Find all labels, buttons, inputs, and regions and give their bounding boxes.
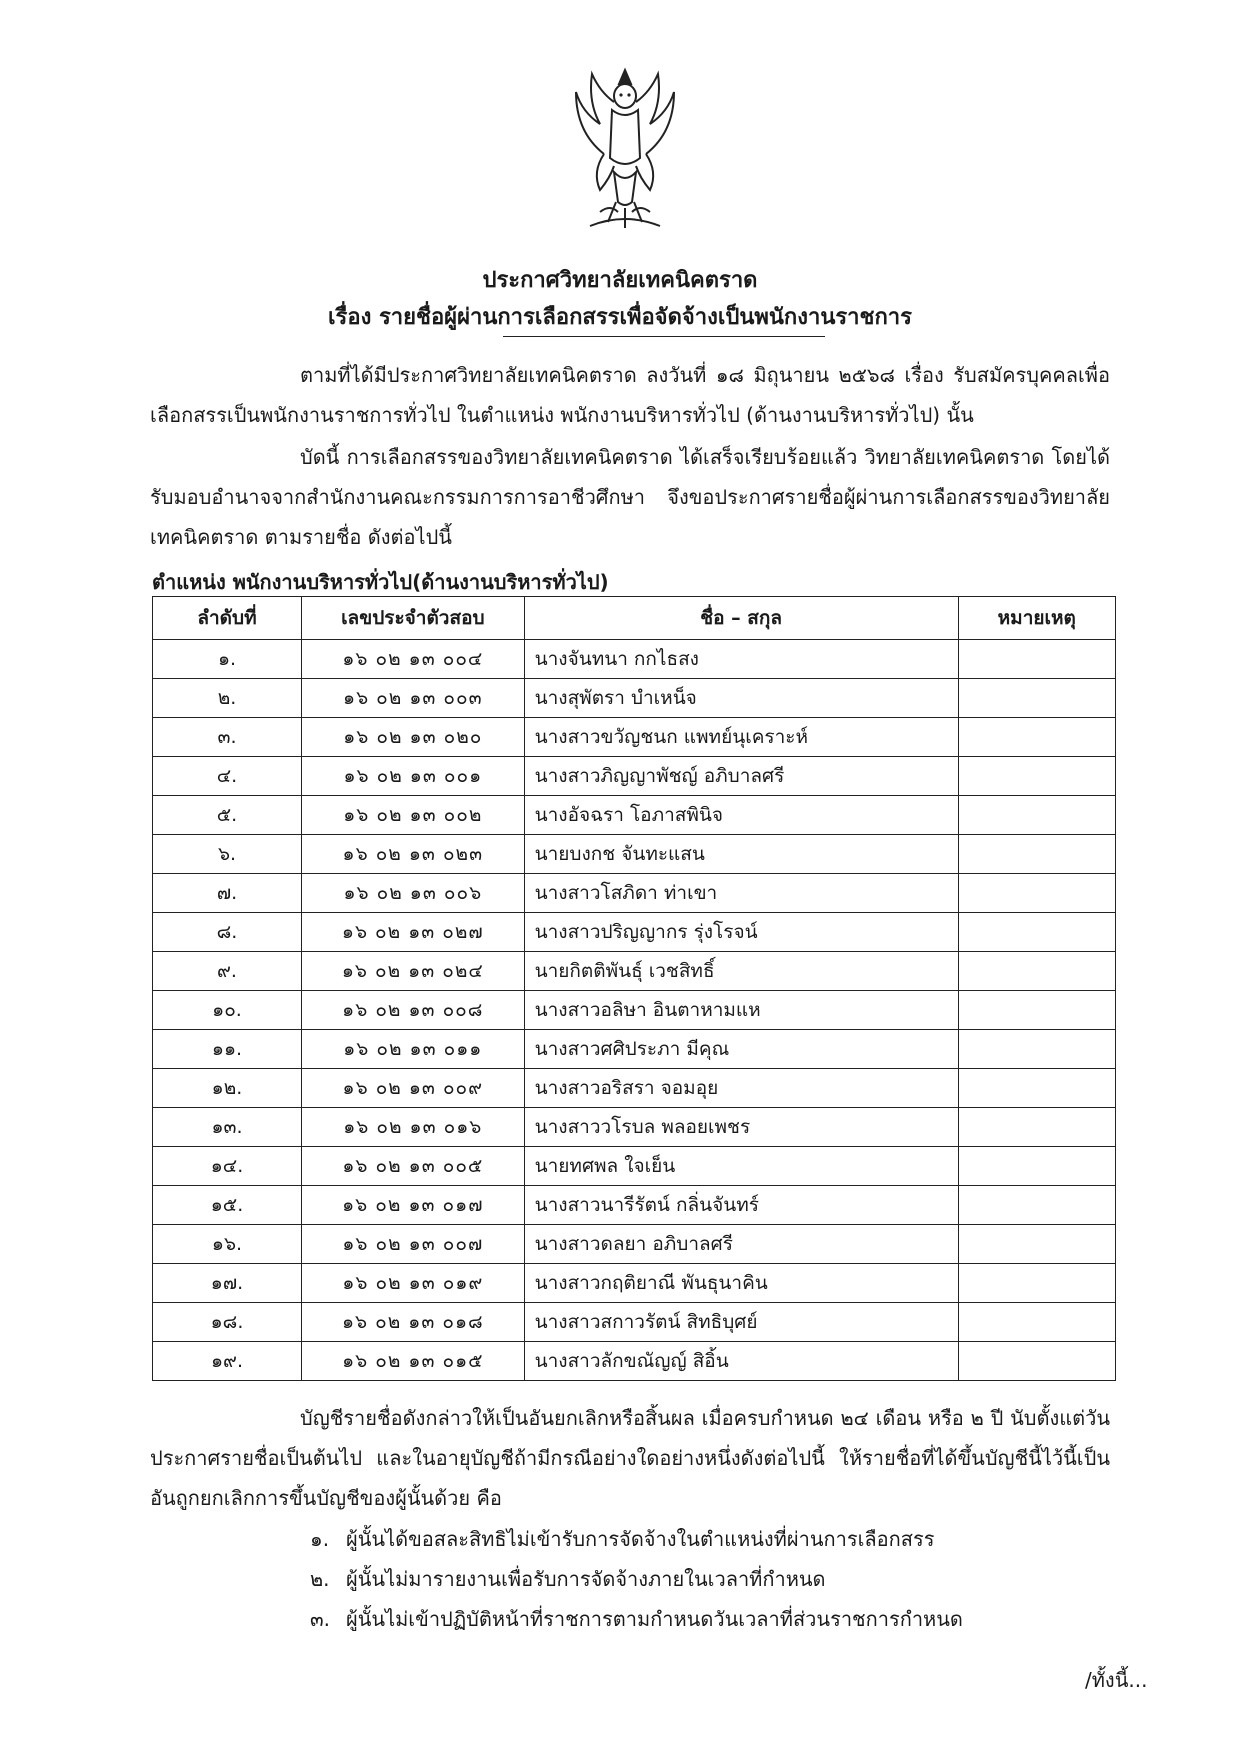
cell-no: ๓. [153,718,302,757]
cell-exam-id: ๑๖ ๐๒ ๑๓ ๐๐๖ [301,874,524,913]
table-row [153,1069,1116,1108]
table-row [153,952,1116,991]
cell-name: นางสาววโรบล พลอยเพชร [524,1108,958,1147]
cell-name: นายกิตติพันธุ์ เวชสิทธิ์ [524,952,958,991]
header-name: ชื่อ – สกุล [524,597,958,640]
garuda-emblem-icon [570,62,680,237]
cell-exam-id: ๑๖ ๐๒ ๑๓ ๐๐๘ [301,991,524,1030]
table-row [153,718,1116,757]
cell-name: นางอัจฉรา โอภาสพินิจ [524,796,958,835]
table-row [153,1225,1116,1264]
table-row [153,913,1116,952]
table-row [153,796,1116,835]
cell-no: ๙. [153,952,302,991]
cell-name: นางสาวขวัญชนก แพทย์นุเคราะห์ [524,718,958,757]
cell-name: นางสาวกฤติยาณี พันธุนาคิน [524,1264,958,1303]
cell-no: ๑๙. [153,1342,302,1381]
validity-paragraph: บัญชีรายชื่อดังกล่าวให้เป็นอันยกเลิกหรือสิ้นผล เมื่อครบกำหนด ๒๔ เดือน หรือ ๒ ปี นับตั้งแต่วันประกาศรายชื่อเป็นต้นไป และในอายุบัญชีถ้ามีกรณีอย่างใดอย่างหนึ่งดังต่อไปนี้ ให้รายชื่อที่ได้ขึ้นบัญชีนี้ไว้นี้เป็นอันถูกยกเลิกการขึ้นบัญชีของผู้นั้นด้วย คือ [150,1406,1110,1510]
cell-name: นางสาวศศิประภา มีคุณ [524,1030,958,1069]
cell-note [958,1147,1115,1186]
cell-exam-id: ๑๖ ๐๒ ๑๓ ๐๐๗ [301,1225,524,1264]
cell-name: นางสาวดลยา อภิบาลศรี [524,1225,958,1264]
cell-name: นางสาวภิญญาพัชญ์ อภิบาลศรี [524,757,958,796]
cell-note [958,1225,1115,1264]
cell-no: ๗. [153,874,302,913]
cell-no: ๑๑. [153,1030,302,1069]
result-paragraph: บัดนี้ การเลือกสรรของวิทยาลัยเทคนิคตราด ได้เสร็จเรียบร้อยแล้ว วิทยาลัยเทคนิคตราด โดยได้รับมอบอำนาจจากสำนักงานคณะกรรมการการอาชีวศึกษา จึงขอประกาศรายชื่อผู้ผ่านการเลือกสรรของวิทยาลัยเทคนิคตราด ตามรายชื่อ ดังต่อไปนี้ [150,445,1110,549]
cell-note [958,1030,1115,1069]
intro-paragraph: ตามที่ได้มีประกาศวิทยาลัยเทคนิคตราด ลงวันที่ ๑๘ มิถุนายน ๒๕๖๘ เรื่อง รับสมัครบุคคลเพื่อเลือกสรรเป็นพนักงานราชการทั่วไป ในตำแหน่ง พนักงานบริหารทั่วไป (ด้านงานบริหารทั่วไป) นั้น [150,363,1110,427]
cell-exam-id: ๑๖ ๐๒ ๑๓ ๐๑๖ [301,1108,524,1147]
table-row [153,1030,1116,1069]
cell-note [958,1186,1115,1225]
cell-exam-id: ๑๖ ๐๒ ๑๓ ๐๒๗ [301,913,524,952]
condition-item: ๒. ผู้นั้นไม่มารายงานเพื่อรับการจัดจ้างภายในเวลาที่กำหนด [310,1567,826,1591]
cell-note [958,835,1115,874]
cell-exam-id: ๑๖ ๐๒ ๑๓ ๐๐๔ [301,640,524,679]
cell-exam-id: ๑๖ ๐๒ ๑๓ ๐๐๒ [301,796,524,835]
cell-no: ๑๒. [153,1069,302,1108]
cell-no: ๑๖. [153,1225,302,1264]
table-row [153,757,1116,796]
cell-note [958,913,1115,952]
cell-no: ๑. [153,640,302,679]
cell-note [958,718,1115,757]
cell-note [958,1342,1115,1381]
cell-name: นางสาวโสภิดา ท่าเขา [524,874,958,913]
cell-name: นางสาวอริสรา จอมอุย [524,1069,958,1108]
cell-exam-id: ๑๖ ๐๒ ๑๓ ๐๐๕ [301,1147,524,1186]
table-row [153,874,1116,913]
cell-note [958,1303,1115,1342]
table-row [153,1147,1116,1186]
cell-note [958,757,1115,796]
cell-no: ๑๗. [153,1264,302,1303]
cell-exam-id: ๑๖ ๐๒ ๑๓ ๐๒๐ [301,718,524,757]
cell-exam-id: ๑๖ ๐๒ ๑๓ ๐๑๑ [301,1030,524,1069]
candidate-table [152,596,1116,1381]
cell-name: นายบงกช จันทะแสน [524,835,958,874]
cell-note [958,1108,1115,1147]
cell-note [958,952,1115,991]
table-row [153,1108,1116,1147]
announcement-title: ประกาศวิทยาลัยเทคนิคตราด [482,268,758,293]
header-exam-id: เลขประจำตัวสอบ [301,597,524,640]
table-row [153,1264,1116,1303]
cell-note [958,874,1115,913]
cell-exam-id: ๑๖ ๐๒ ๑๓ ๐๑๗ [301,1186,524,1225]
table-row [153,835,1116,874]
cell-no: ๑๕. [153,1186,302,1225]
cell-note [958,991,1115,1030]
table-row [153,991,1116,1030]
cell-name: นางสาวอลิษา อินตาหามแห [524,991,958,1030]
cancellation-conditions [310,1519,963,1639]
cell-note [958,640,1115,679]
cell-name: นายทศพล ใจเย็น [524,1147,958,1186]
header-no: ลำดับที่ [153,597,302,640]
table-header-row [153,597,1116,640]
table-row [153,640,1116,679]
position-label: ตำแหน่ง พนักงานบริหารทั่วไป(ด้านงานบริหารทั่วไป) [152,570,609,594]
cell-name: นางจันทนา กกไธสง [524,640,958,679]
table-row [153,1186,1116,1225]
condition-item: ๑. ผู้นั้นได้ขอสละสิทธิไม่เข้ารับการจัดจ้างในตำแหน่งที่ผ่านการเลือกสรร [310,1527,935,1551]
cell-no: ๑๔. [153,1147,302,1186]
cell-exam-id: ๑๖ ๐๒ ๑๓ ๐๑๘ [301,1303,524,1342]
cell-exam-id: ๑๖ ๐๒ ๑๓ ๐๐๓ [301,679,524,718]
cell-note [958,679,1115,718]
cell-no: ๖. [153,835,302,874]
cell-exam-id: ๑๖ ๐๒ ๑๓ ๐๑๙ [301,1264,524,1303]
title-underline [503,336,825,337]
continuation-marker: /ทั้งนี้... [1085,1668,1148,1692]
cell-exam-id: ๑๖ ๐๒ ๑๓ ๐๒๔ [301,952,524,991]
cell-name: นางสาวนารีรัตน์ กลิ่นจันทร์ [524,1186,958,1225]
cell-no: ๑๓. [153,1108,302,1147]
cell-exam-id: ๑๖ ๐๒ ๑๓ ๐๒๓ [301,835,524,874]
cell-exam-id: ๑๖ ๐๒ ๑๓ ๐๐๙ [301,1069,524,1108]
table-row [153,1303,1116,1342]
condition-item: ๓. ผู้นั้นไม่เข้าปฏิบัติหน้าที่ราชการตามกำหนดวันเวลาที่ส่วนราชการกำหนด [310,1607,963,1631]
cell-exam-id: ๑๖ ๐๒ ๑๓ ๐๐๑ [301,757,524,796]
cell-exam-id: ๑๖ ๐๒ ๑๓ ๐๑๕ [301,1342,524,1381]
cell-no: ๑๐. [153,991,302,1030]
cell-no: ๑๘. [153,1303,302,1342]
cell-no: ๘. [153,913,302,952]
cell-note [958,1264,1115,1303]
cell-name: นางสุพัตรา บำเหน็จ [524,679,958,718]
cell-no: ๒. [153,679,302,718]
announcement-subject: เรื่อง รายชื่อผู้ผ่านการเลือกสรรเพื่อจัดจ้างเป็นพนักงานราชการ [328,305,912,330]
cell-note [958,796,1115,835]
cell-note [958,1069,1115,1108]
cell-name: นางสาวสกาวรัตน์ สิทธิบุศย์ [524,1303,958,1342]
cell-name: นางสาวลักขณัญญ์ สิอิ้น [524,1342,958,1381]
cell-name: นางสาวปริญญากร รุ่งโรจน์ [524,913,958,952]
table-body [153,640,1116,1381]
header-note: หมายเหตุ [958,597,1115,640]
table-row [153,1342,1116,1381]
table-row [153,679,1116,718]
cell-no: ๔. [153,757,302,796]
cell-no: ๕. [153,796,302,835]
